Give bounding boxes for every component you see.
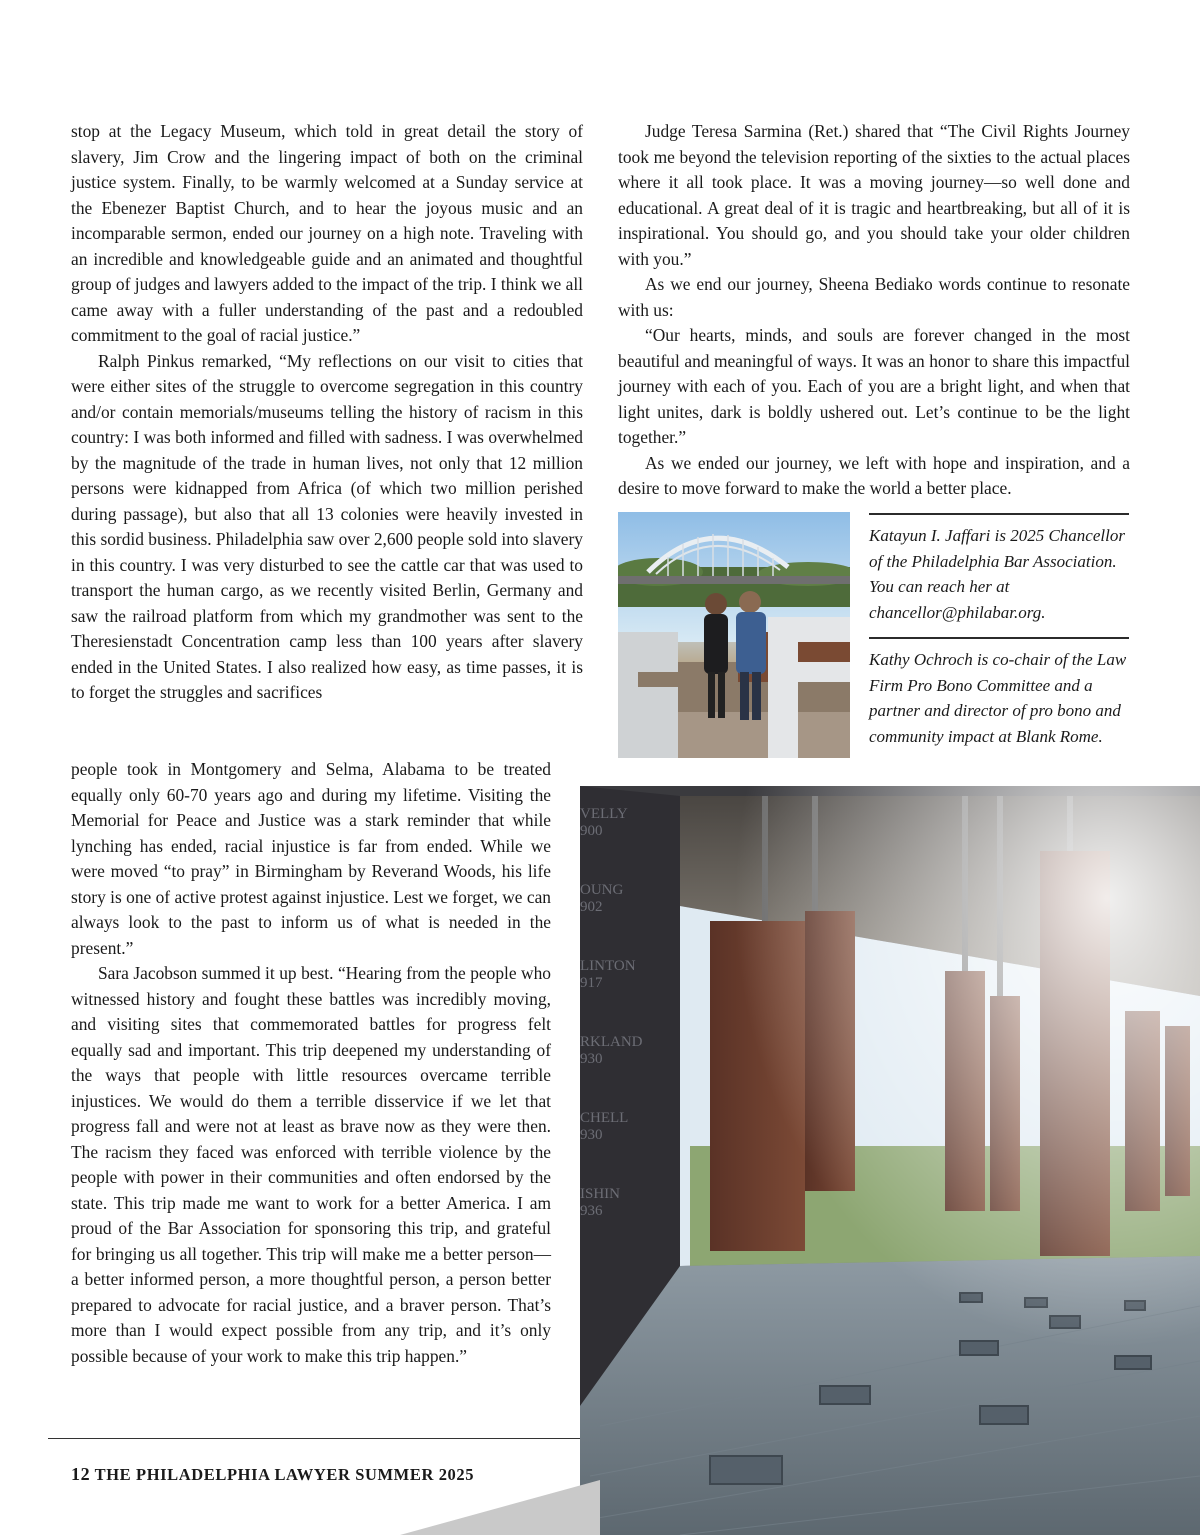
author-bio-jaffari [869, 513, 1129, 625]
author-bio-text: Katayun I. Jaffari is 2025 Chancellor of the Philadelphia Bar Association. You can reach her at chancellor@philabar.org. [869, 526, 1125, 622]
inscription-year: 917 [580, 975, 603, 991]
inscription-name: RKLAND [580, 1034, 643, 1050]
inscription-year: 936 [580, 1203, 603, 1219]
corner-graphic [360, 1480, 600, 1535]
authors-photo-illustration [618, 512, 850, 758]
inscription-name: CHELL [580, 1110, 629, 1126]
caption-rule [869, 513, 1129, 515]
memorial-photo-illustration [580, 786, 1200, 1535]
paragraph: Sara Jacobson summed it up best. “Hearing from the people who witnessed history and fought these battles was incredibly moving, and visiting sites that commemorated battles for progress felt equally sad and important. This trip deepened my understanding of the ways that people with little resources overcame terrible injustices. We would do them a terrible disservice if we let that progress fall and were not at least as brave now as they were then. The racism they faced was enforced with terrible violence by the people with power in their communities and often endorsed by the state. This trip made me want to work for a better America. I am proud of the Bar Association for sponsoring this trip, and grateful for bringing us all together. This trip will make me a better person—a better informed person, a more thoughtful person, a person better prepared to advocate for racial justice, and a braver person. That’s more than I would expect possible from any trip, and it’s only possible because of your work to make this trip happen.” [71, 963, 551, 1366]
paragraph: “Our hearts, minds, and souls are forever changed in the most beautiful and meaningful of ways. It was an honor to share this impactful journey with each of you. Each of you are a bright light, and when that light unites, dark is boldly ushered out. Let’s continue to be the light together.” [618, 325, 1130, 447]
page-number: 12 [71, 1464, 91, 1484]
publication-name: THE PHILADELPHIA LAWYER SUMMER 2025 [94, 1465, 475, 1484]
paragraph: Judge Teresa Sarmina (Ret.) shared that “The Civil Rights Journey took me beyond the television reporting of the sixties to the actual places where it all took place. It was a moving journey—so well done and educational. A great deal of it is tragic and heartbreaking, but all of it is inspirational. You should go, and you should take your older children with you.” [618, 121, 1130, 269]
inscription-year: 900 [580, 823, 603, 839]
paragraph: people took in Montgomery and Selma, Alabama to be treated equally only 60-70 years ago and during my lifetime. Visiting the Memorial for Peace and Justice was a stark reminder that while lynching has ended, racial injustice is far from ended. While we were moved “to pray” in Birmingham by Reverand Woods, his life story is one of active protest against injustice. Lest we forget, we can always look to the past to inform us of what is needed in the present.” [71, 759, 551, 958]
paragraph: As we ended our journey, we left with hope and inspiration, and a desire to move forward to make the world a better place. [618, 452, 1130, 498]
inscription [580, 958, 650, 992]
inscription [580, 1186, 650, 1220]
inscription-name: LINTON [580, 958, 636, 974]
paragraph: Ralph Pinkus remarked, “My reflections on our visit to cities that were either sites of the struggle to overcome segregation in this country and/or contain memorials/museums telling the history of racism in this country: I was both informed and filled with sadness. I was overwhelmed by the magnitude of the trade in human lives, not only that 12 million persons were kidnapped from Africa (of which two million perished during passage), but also that all 13 colonies were heavily invested in this sordid business. Philadelphia saw over 2,600 people sold into slavery in this country. I was very disturbed to see the cattle car that was used to transport the human cargo, as we recently visited Berlin, Germany and saw the railroad platform from which my grandmother was sent to the Theresienstadt Concentration camp less than 100 years after slavery ended in the United States. I also realized how easy, as time passes, it is to forget the struggles and sacrifices [71, 350, 583, 702]
inscription-name: ISHIN [580, 1186, 620, 1202]
memorial-inscriptions [580, 806, 650, 1220]
author-bio-ochroch [869, 637, 1129, 749]
footer-rule [48, 1438, 580, 1439]
caption-rule [869, 637, 1129, 639]
inscription [580, 806, 650, 840]
inscription-year: 930 [580, 1051, 603, 1067]
paragraph: stop at the Legacy Museum, which told in great detail the story of slavery, Jim Crow and the lingering impact of both on the criminal justice system. Finally, to be warmly welcomed at a Sunday service at the Ebenezer Baptist Church, and to hear the joyous music and an incomparable sermon, ended our journey on a high note. Traveling with an incredible and knowledgeable guide and an animated and thoughtful group of judges and lawyers added to the impact of the trip. I think we all came away with a fuller understanding of the past and a redoubled commitment to the goal of racial justice.” [71, 121, 583, 345]
memorial-photo [580, 786, 1200, 1535]
author-bio-text: Kathy Ochroch is co-chair of the Law Firm Pro Bono Committee and a partner and director of pro bono and community impact at Blank Rome. [869, 650, 1127, 746]
left-column-top [71, 119, 583, 706]
inscription-year: 930 [580, 1127, 603, 1143]
inscription-name: VELLY [580, 806, 628, 822]
paragraph: As we end our journey, Sheena Bediako words continue to resonate with us: [618, 274, 1130, 320]
right-column [618, 119, 1130, 502]
inscription [580, 882, 650, 916]
inscription [580, 1110, 650, 1144]
inscription-name: OUNG [580, 882, 624, 898]
authors-photo [618, 512, 850, 758]
inscription [580, 1034, 650, 1068]
left-column-bottom [71, 757, 551, 1369]
inscription-year: 902 [580, 899, 603, 915]
